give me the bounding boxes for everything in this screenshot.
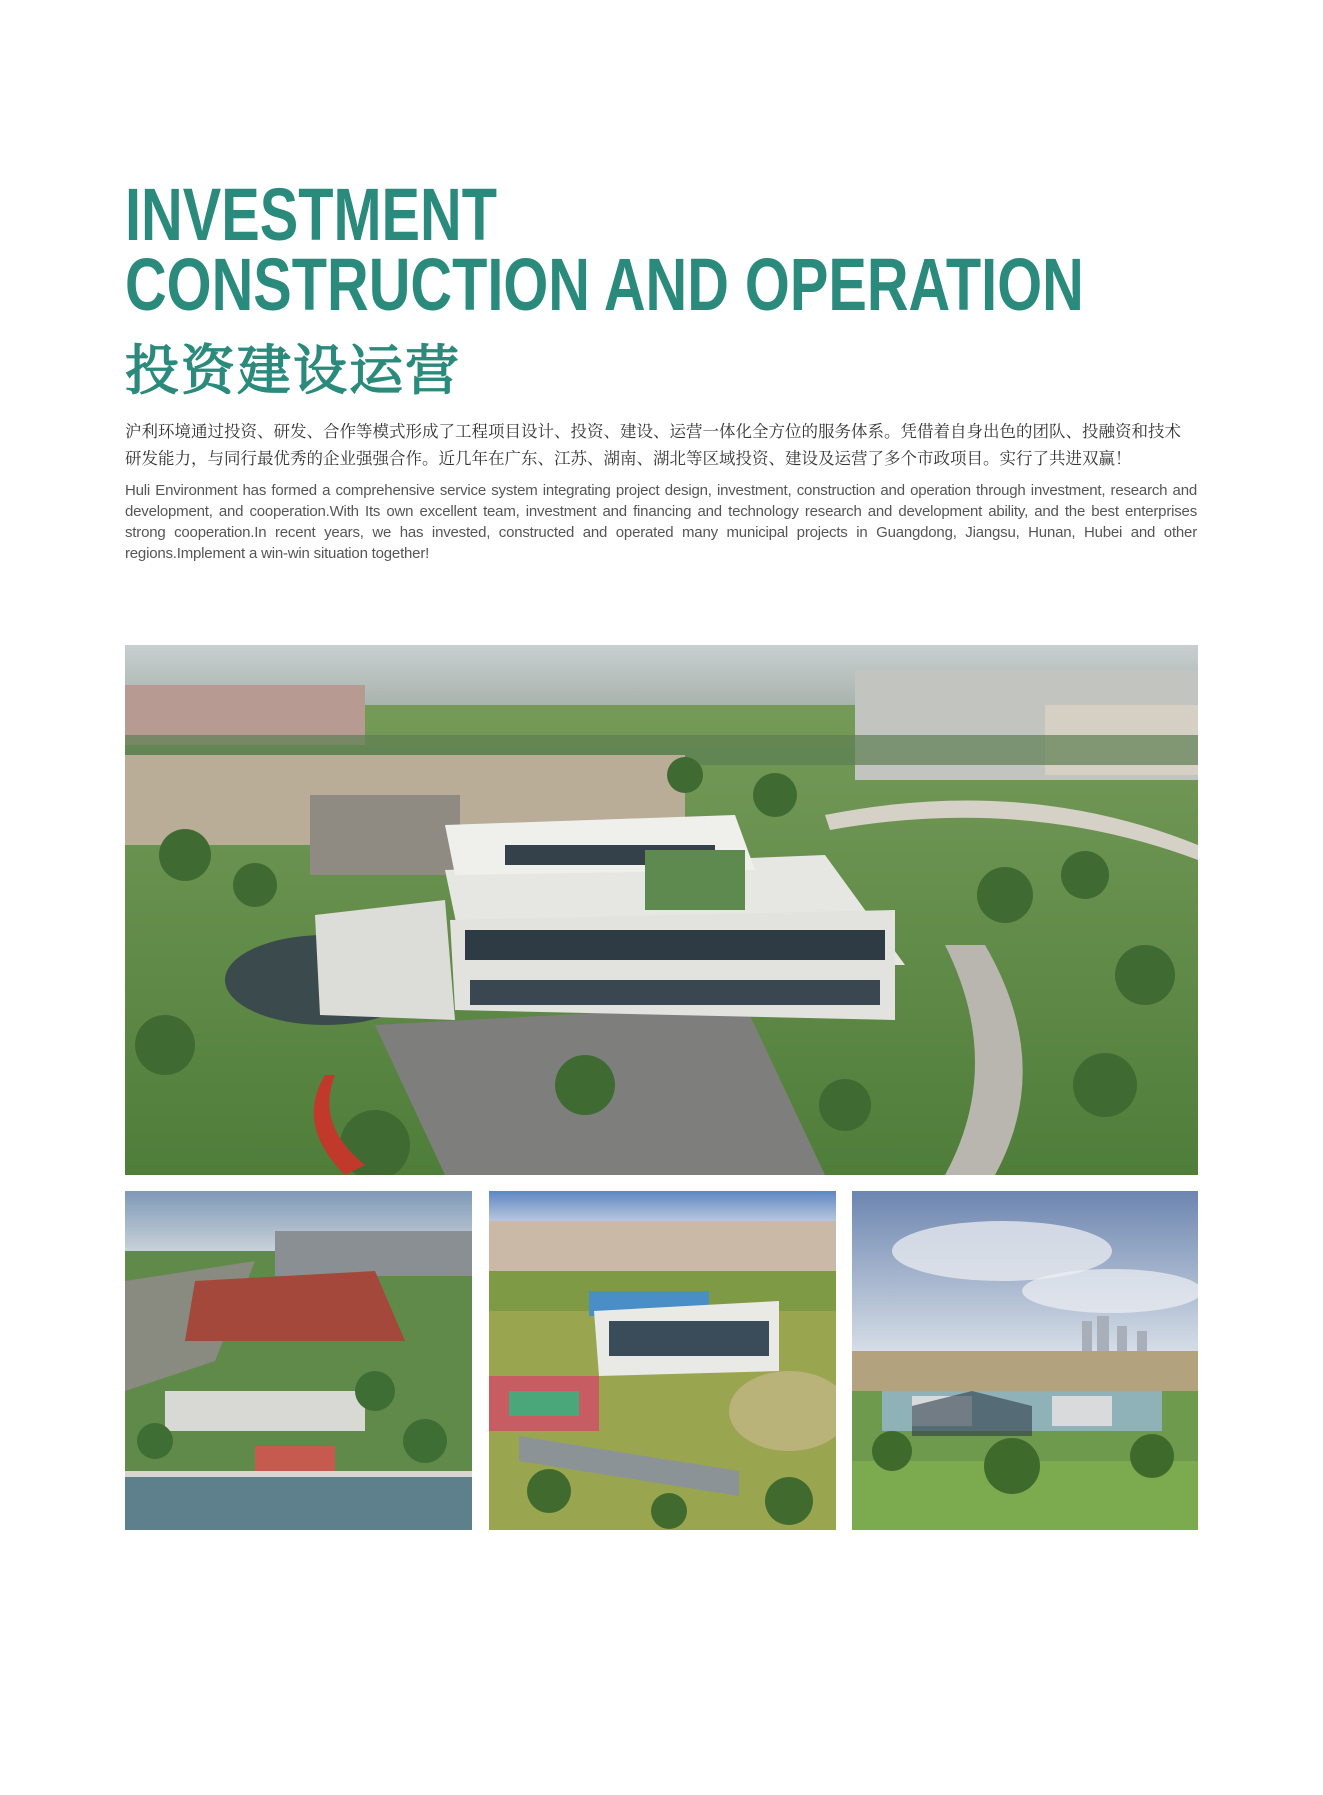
body-chinese: 沪利环境通过投资、研发、合作等模式形成了工程项目设计、投资、建设、运营一体化全方位的服务体系。凭借着自身出色的团队、投融资和技术研发能力，与同行最优秀的企业强强合作。近几年在广东、江苏、湖南、湖北等区域投资、建设及运营了多个市政项目。实行了共进双赢！ [125,422,1181,468]
plant-sky-photo [852,1191,1198,1530]
body-english: Huli Environment has formed a comprehensive service system integrating project design, investment, construction and operation through investment, research and development, and cooperation.With Its own excellent team, investment and financing and technology research and development ability, and the best enterprises strong cooperation.In recent years, we has invested, constructed and operated many municipal projects in Guangdong, Jiangsu, Hunan, Hubei and other regions.Implement a win-win situation together! [125,482,1197,562]
title-chinese: 投资建设运营 [125,339,461,402]
plant-building-photo [489,1191,836,1530]
title-line-2: CONSTRUCTION AND OPERATION [125,243,1084,326]
title-line-1: INVESTMENT [125,173,497,256]
riverside-plant-photo [125,1191,472,1530]
main-aerial-photo [125,645,1198,1175]
